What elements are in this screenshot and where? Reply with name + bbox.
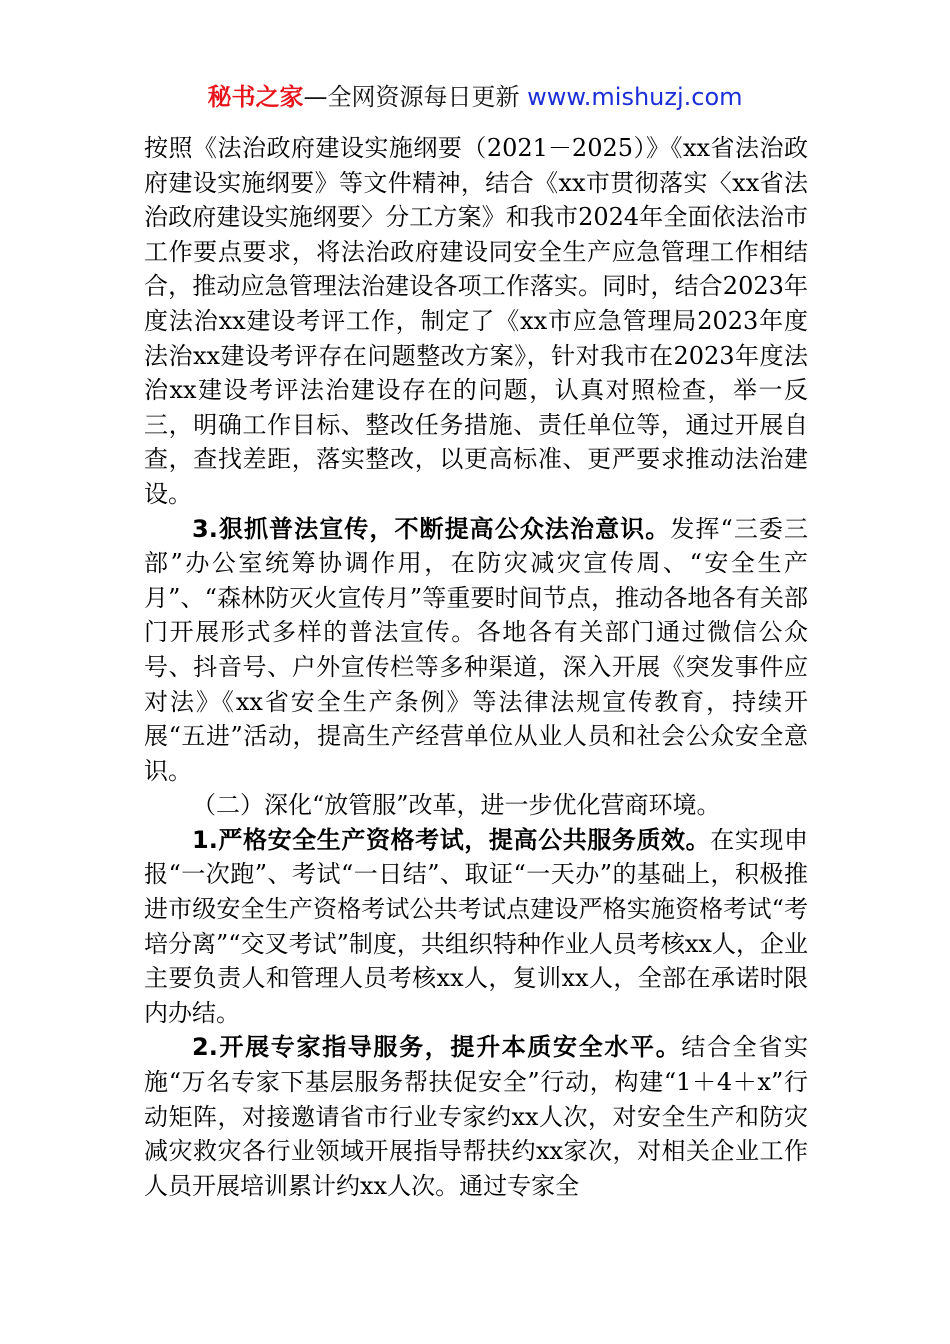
paragraph-qualification-exam [144,823,808,1031]
site-header [0,80,950,114]
paragraph-text: 结合全省实施“万名专家下基层服务帮扶促安全”行动，构建“1＋4＋x”行动矩阵，对接邀请省市行业专家约xx人次，对安全生产和防灾减灾救灾各行业领域开展指导帮扶约xx家次，对相关企业工作人员开展培训累计约xx人次。通过专家全 [144,1033,808,1200]
paragraph-text: 在实现申报“一次跑”、考试“一日结”、取证“一天办”的基础上，积极推进市级安全生产资格考试公共考试点建设严格实施资格考试“考培分离”“交叉考试”制度，共组织特种作业人员考核xx人，企业主要负责人和管理人员考核xx人，复训xx人，全部在承诺时限内办结。 [144,825,808,1027]
section-heading-reform: （二）深化“放管服”改革，进一步优化营商环境。 [192,791,721,820]
document-body [144,131,808,1203]
site-url-link[interactable]: www.mishuzj.com [527,83,743,111]
section-heading-qualification-exam: 1.严格安全生产资格考试，提高公共服务质效。 [192,825,711,854]
section-heading-legal-publicity: 3.狠抓普法宣传，不断提高公众法治意识。 [192,514,671,543]
paragraph-text: 发挥“三委三部”办公室统筹协调作用，在防灾减灾宣传周、“安全生产月”、“森林防灭火宣传月”等重要时间节点，推动各地各有关部门开展形式多样的普法宣传。各地各有关部门通过微信公众号、抖音号、户外宣传栏等多种渠道，深入开展《突发事件应对法》《xx省安全生产条例》等法律法规宣传教育，持续开展“五进”活动，提高生产经营单位从业人员和社会公众安全意识。 [144,514,808,785]
section-heading-expert-guidance: 2.开展专家指导服务，提升本质安全水平。 [192,1033,682,1062]
paragraph-expert-guidance [144,1030,808,1203]
site-brand: 秘书之家 [207,83,304,111]
site-tagline: —全网资源每日更新 [303,83,528,111]
paragraph-legal-publicity [144,512,808,789]
paragraph-rule-of-law-plan: 按照《法治政府建设实施纲要（2021－2025）》《xx省法治政府建设实施纲要》等文件精神，结合《xx市贯彻落实〈xx省法治政府建设实施纲要〉分工方案》和我市2024年全面依法治市工作要点要求，将法治政府建设同安全生产应急管理工作相结合，推动应急管理法治建设各项工作落实。同时，结合2023年度法治xx建设考评工作，制定了《xx市应急管理局2023年度法治xx建设考评存在问题整改方案》，针对我市在2023年度法治xx建设考评法治建设存在的问题，认真对照检查，举一反三，明确工作目标、整改任务措施、责任单位等，通过开展自查，查找差距，落实整改，以更高标准、更严要求推动法治建设。 [144,134,808,508]
